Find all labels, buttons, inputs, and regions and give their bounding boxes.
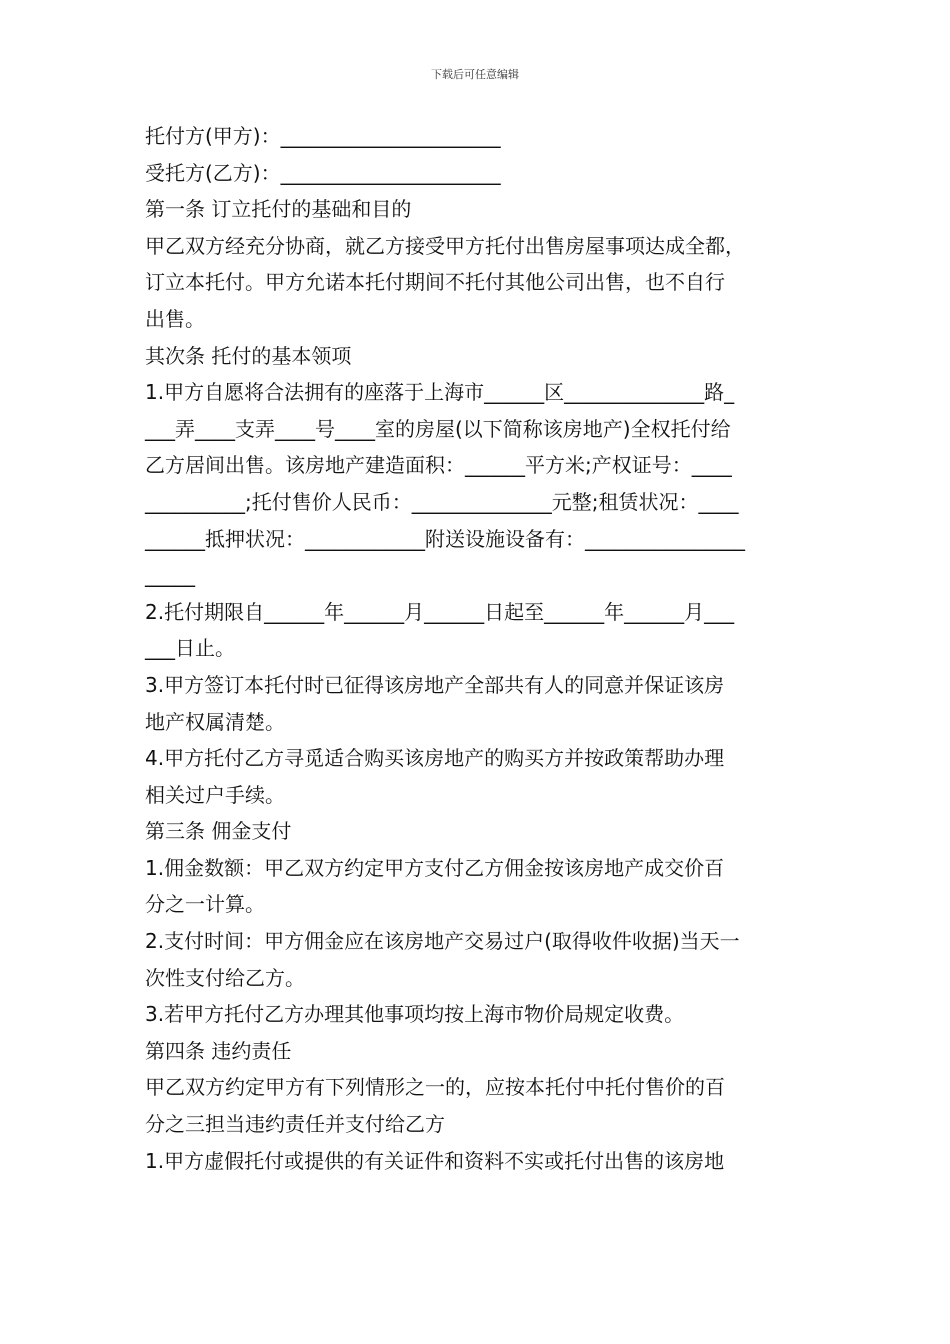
paragraph-line: 出售。 (145, 306, 205, 331)
paragraph-line: 甲乙双方约定甲方有下列情形之一的，应按本托付中托付售价的百 (145, 1075, 725, 1100)
party-b-line: 受托方(乙方)：______________________ (145, 160, 501, 185)
article-4-heading: 第四条 违约责任 (145, 1038, 292, 1063)
clause-line: 1.甲方虚假托付或提供的有关证件和资料不实或托付出售的该房地 (145, 1148, 725, 1173)
document-body (145, 118, 810, 1179)
clause-line: 乙方居间出售。该房地产建造面积：______平方米;产权证号：____ (145, 453, 732, 478)
article-2-heading: 其次条 托付的基本领项 (145, 343, 352, 368)
clause-line: ___弄____支弄____号____室的房屋(以下简称该房地产)全权托付给 (145, 416, 731, 441)
clause-line: 2.托付期限自______年______月______日起至______年______月___ (145, 599, 735, 624)
clause-line: 3.若甲方托付乙方办理其他事项均按上海市物价局规定收费。 (145, 1002, 685, 1027)
article-3-heading: 第三条 佣金支付 (145, 819, 292, 844)
clause-line: 相关过户手续。 (145, 782, 285, 807)
clause-line: 地产权属清楚。 (145, 709, 285, 734)
clause-line: 1.甲方自愿将合法拥有的座落于上海市______区______________路_ (145, 380, 735, 405)
header-note: 下载后可任意编辑 (431, 68, 519, 81)
article-1-heading: 第一条 订立托付的基础和目的 (145, 197, 412, 222)
clause-line: 次性支付给乙方。 (145, 965, 305, 990)
clause-line: ___日止。 (145, 636, 235, 661)
paragraph-line: 分之三担当违约责任并支付给乙方 (145, 1112, 445, 1137)
clause-line: 3.甲方签订本托付时已征得该房地产全部共有人的同意并保证该房 (145, 672, 725, 697)
clause-line: _____ (145, 563, 195, 588)
clause-line: 2.支付时间：甲方佣金应在该房地产交易过户(取得收件收据)当天一 (145, 929, 740, 954)
paragraph-line: 订立本托付。甲方允诺本托付期间不托付其他公司出售，也不自行 (145, 270, 725, 295)
clause-line: 分之一计算。 (145, 892, 265, 917)
paragraph-line: 甲乙双方经充分协商，就乙方接受甲方托付出售房屋事项达成全都， (145, 233, 745, 258)
clause-line: 1.佣金数额：甲乙双方约定甲方支付乙方佣金按该房地产成交价百 (145, 855, 725, 880)
clause-line: 4.甲方托付乙方寻觅适合购买该房地产的购买方并按政策帮助办理 (145, 746, 725, 771)
clause-line: __________;托付售价人民币：______________元整;租赁状况：____ (145, 489, 739, 514)
party-a-line: 托付方(甲方)：______________________ (145, 124, 501, 148)
clause-line: ______抵押状况：____________附送设施设备有：________________ (145, 526, 745, 551)
